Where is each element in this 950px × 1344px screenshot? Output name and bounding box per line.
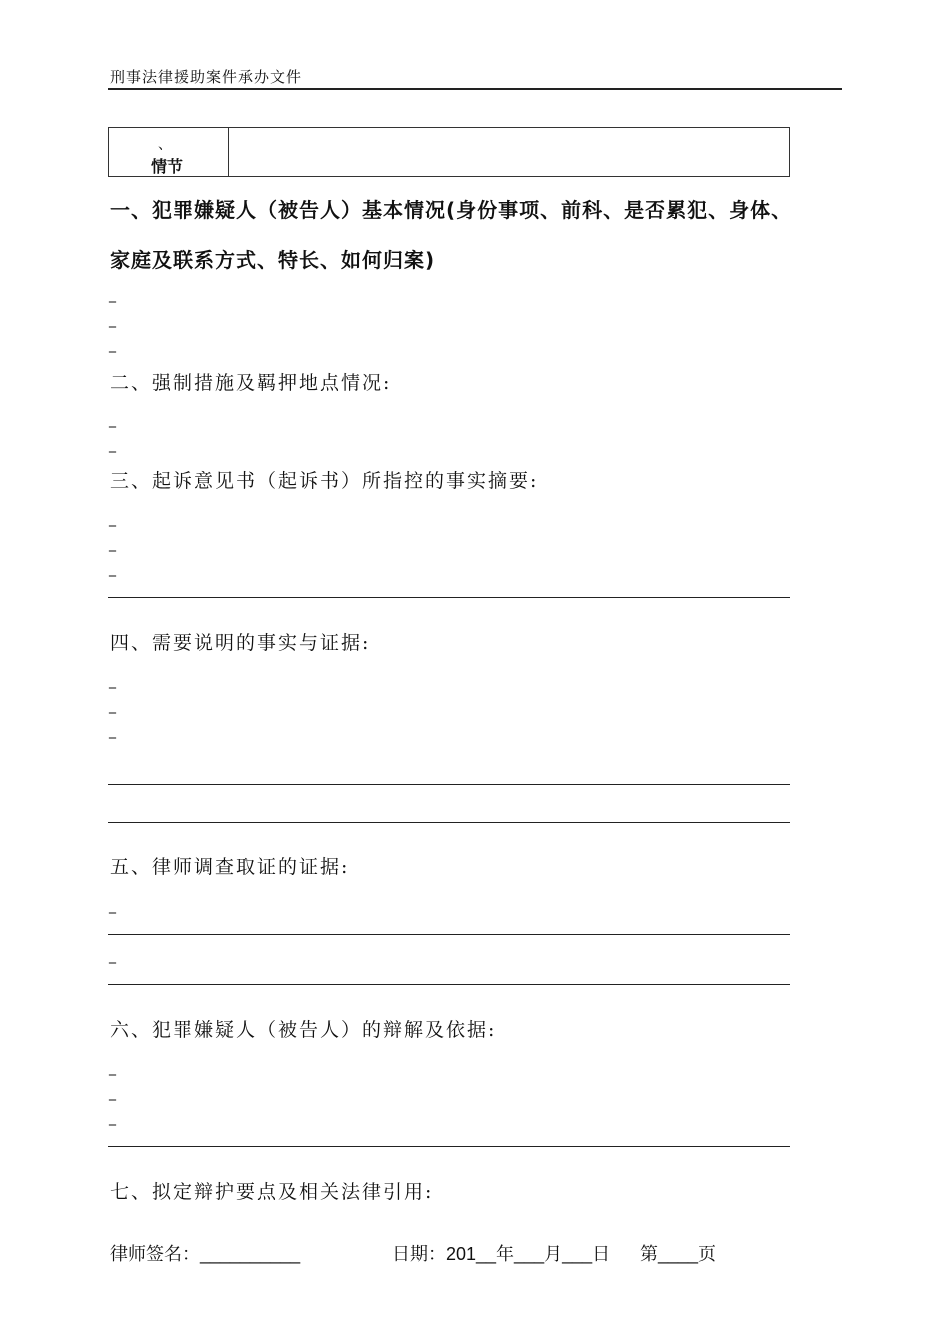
writing-rule bbox=[108, 822, 790, 823]
section-4-heading: 四、需要说明的事实与证据: bbox=[110, 632, 371, 654]
blank-line-marker: _ bbox=[109, 312, 116, 328]
blank-line-marker: _ bbox=[109, 948, 116, 964]
blank-line-marker: _ bbox=[109, 412, 116, 428]
table-label-circumstances: 情节 bbox=[151, 157, 184, 176]
blank-line-marker: _ bbox=[109, 287, 116, 303]
section-5-heading: 五、律师调查取证的证据: bbox=[110, 856, 350, 878]
header-rule bbox=[108, 88, 842, 90]
blank-line-marker: _ bbox=[109, 337, 116, 353]
writing-rule bbox=[108, 984, 790, 985]
info-table-divider bbox=[228, 127, 229, 177]
writing-rule bbox=[108, 1146, 790, 1147]
blank-line-marker: _ bbox=[109, 1060, 116, 1076]
blank-line-marker: _ bbox=[109, 698, 116, 714]
blank-line-marker: _ bbox=[109, 1110, 116, 1126]
blank-line-marker: _ bbox=[109, 673, 116, 689]
document-header: 刑事法律援助案件承办文件 bbox=[110, 68, 303, 86]
writing-rule bbox=[108, 597, 790, 598]
blank-line-marker: _ bbox=[109, 898, 116, 914]
table-mark: 、 bbox=[158, 137, 172, 153]
info-table bbox=[108, 127, 790, 177]
page-number-field: 第____页 bbox=[640, 1244, 717, 1264]
blank-line-marker: _ bbox=[109, 437, 116, 453]
blank-line-marker: _ bbox=[109, 1085, 116, 1101]
section-7-heading: 七、拟定辩护要点及相关法律引用: bbox=[110, 1181, 434, 1203]
blank-line-marker: _ bbox=[109, 511, 116, 527]
writing-rule bbox=[108, 934, 790, 935]
blank-line-marker: _ bbox=[109, 561, 116, 577]
blank-line-marker: _ bbox=[109, 536, 116, 552]
section-6-heading: 六、犯罪嫌疑人（被告人）的辩解及依据: bbox=[110, 1019, 497, 1041]
writing-rule bbox=[108, 784, 790, 785]
date-field: 日期：201__年___月___日 bbox=[392, 1244, 611, 1264]
blank-line-marker: _ bbox=[109, 723, 116, 739]
section-3-heading: 三、起诉意见书（起诉书）所指控的事实摘要: bbox=[110, 470, 539, 492]
lawyer-signature-field: 律师签名：__________ bbox=[110, 1244, 301, 1264]
section-2-heading: 二、强制措施及羁押地点情况: bbox=[110, 372, 392, 394]
section-1-heading-line2: 家庭及联系方式、特长、如何归案) bbox=[110, 248, 436, 272]
section-1-heading-line1: 一、犯罪嫌疑人（被告人）基本情况(身份事项、前科、是否累犯、身体、 bbox=[110, 198, 793, 222]
